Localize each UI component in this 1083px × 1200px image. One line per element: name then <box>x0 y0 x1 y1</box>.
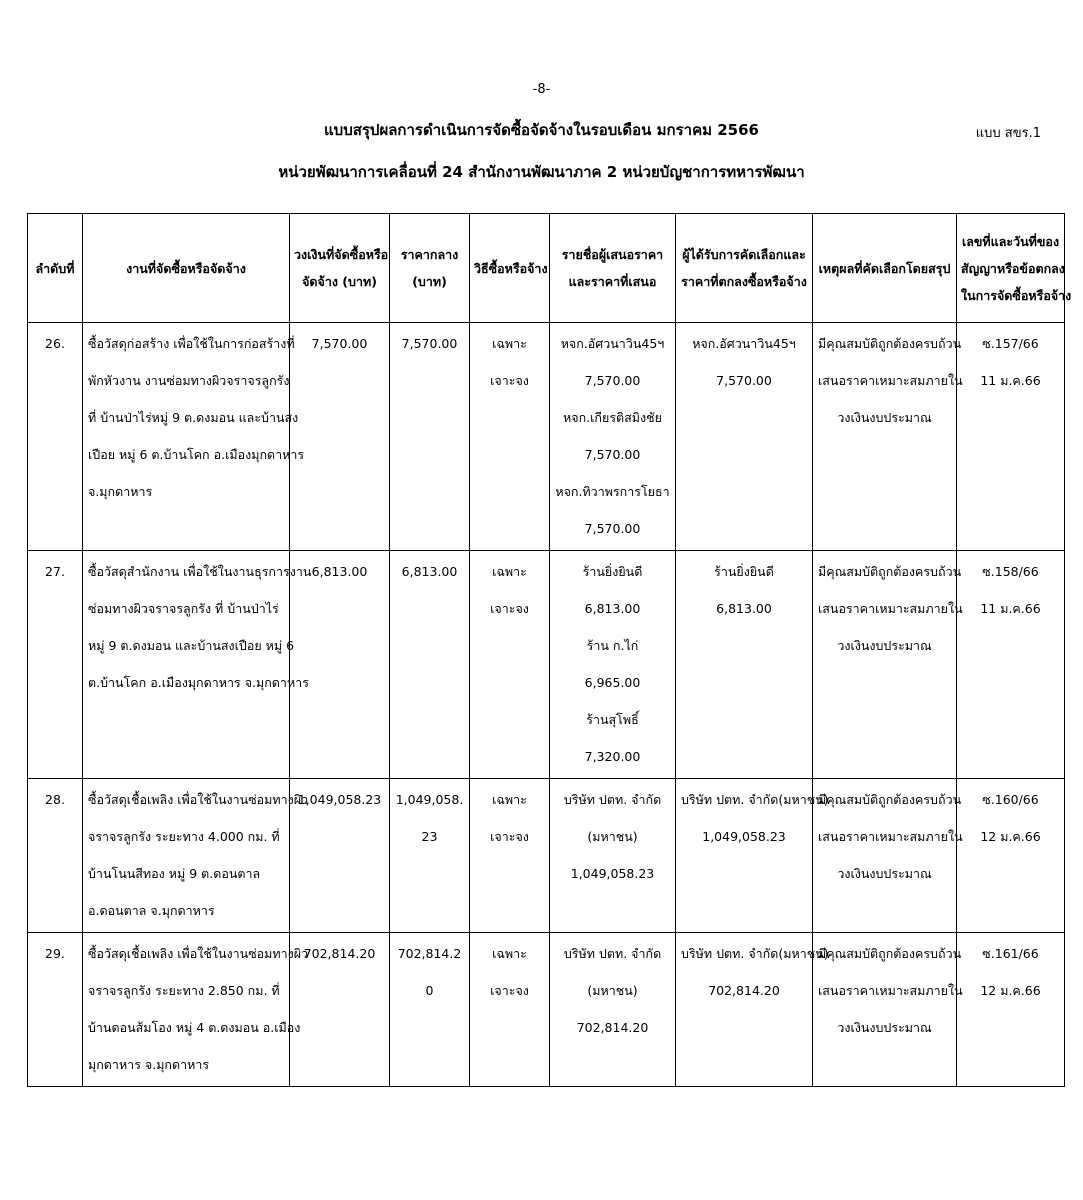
cell-line: มีคุณสมบัติถูกต้องครบถ้วน <box>818 946 962 961</box>
cell-line: ซื้อวัสดุเชื้อเพลิง เพื่อใช้ในงานซ่อมทางผิว <box>88 792 309 807</box>
cell-line: มีคุณสมบัติถูกต้องครบถ้วน <box>818 792 962 807</box>
cell-winner <box>676 779 829 933</box>
cell-method: เฉพาะเจาะจง <box>470 323 550 551</box>
cell-budget: 702,814.20 <box>290 933 390 1087</box>
cell-no: 29. <box>28 933 83 1087</box>
cell-line: 7,320.00 <box>584 749 641 764</box>
cell-reason <box>813 779 963 933</box>
cell-line: ซ.161/66 <box>982 946 1039 961</box>
cell-method: เฉพาะเจาะจง <box>470 933 550 1087</box>
report-subtitle: หน่วยพัฒนาการเคลื่อนที่ 24 สำนักงานพัฒนาภาค 2 หน่วยบัญชาการทหารพัฒนา <box>278 163 805 181</box>
cell-line: 6,813.00 <box>716 601 772 616</box>
cell-line: ร้านยิ่งยินดี <box>714 564 774 579</box>
cell-line: และราคาที่เสนอ <box>568 274 657 289</box>
cell-line: หจก.เกียรติสมิงชัย <box>563 410 662 425</box>
cell-line: มุกดาหาร จ.มุกดาหาร <box>88 1057 210 1072</box>
cell-line: ร้าน ก.ไก่ <box>586 638 639 653</box>
cell-line: ร้านยิ่งยินดี <box>582 564 643 579</box>
cell-bidders <box>550 551 676 779</box>
cell-line: 7,570.00 <box>584 521 641 536</box>
cell-item <box>83 323 305 551</box>
report-title: แบบสรุปผลการดำเนินการจัดซื้อจัดจ้างในรอบเดือน มกราคม 2566 <box>324 121 759 139</box>
cell-reason <box>813 933 963 1087</box>
cell-line: วงเงินงบประมาณ <box>837 1020 932 1035</box>
cell-line: ซ.157/66 <box>982 336 1039 351</box>
cell-line: ซื้อวัสดุสำนักงาน เพื่อใช้ในงานธุรการงาน <box>88 564 312 579</box>
cell-line: 6,813.00 <box>584 601 641 616</box>
cell-budget: 6,813.00 <box>290 551 390 779</box>
cell-method: เฉพาะเจาะจง <box>470 551 550 779</box>
cell-line: 1,049,058.23 <box>570 866 655 881</box>
cell-line: จราจรลูกรัง ระยะทาง 4.000 กม. ที่ <box>88 829 280 844</box>
cell-line: เสนอราคาเหมาะสมภายใน <box>818 983 963 998</box>
cell-line: 7,570.00 <box>584 447 641 462</box>
cell-contract <box>957 779 1065 933</box>
cell-bidders <box>550 779 676 933</box>
cell-line: หจก.อัศวนาวิน45ฯ <box>560 336 665 351</box>
cell-line: ผู้ได้รับการคัดเลือกและ <box>682 247 806 262</box>
cell-line: (มหาชน) <box>587 829 638 844</box>
cell-no: 26. <box>28 323 83 551</box>
cell-line: วงเงินงบประมาณ <box>837 638 932 653</box>
cell-line: เสนอราคาเหมาะสมภายใน <box>818 373 963 388</box>
table-row <box>28 323 1065 551</box>
cell-line: 7,570.00 <box>716 373 772 388</box>
cell-line: หจก.อัศวนาวิน45ฯ <box>692 336 796 351</box>
header-contract <box>957 214 1072 323</box>
cell-line: ซ.158/66 <box>982 564 1039 579</box>
cell-line: 12 ม.ค.66 <box>980 829 1041 844</box>
cell-line: (มหาชน) <box>587 983 638 998</box>
header-median-price <box>390 214 470 323</box>
cell-winner <box>676 551 813 779</box>
cell-budget: 7,570.00 <box>290 323 390 551</box>
cell-line: มีคุณสมบัติถูกต้องครบถ้วน <box>818 336 962 351</box>
page-number: -8- <box>532 82 551 97</box>
cell-line: 7,570.00 <box>584 373 641 388</box>
procurement-table <box>27 213 1072 1087</box>
cell-line: วงเงินงบประมาณ <box>837 410 932 425</box>
cell-line: ในการจัดซื้อหรือจ้าง <box>961 287 1072 303</box>
cell-bidders <box>550 933 676 1087</box>
table-header-row <box>28 214 1065 323</box>
cell-line: รายชื่อผู้เสนอราคา <box>561 247 664 262</box>
cell-median-price: 7,570.00 <box>390 323 470 551</box>
cell-contract <box>957 551 1065 779</box>
cell-line: วิธีซื้อหรือจ้าง <box>474 260 548 276</box>
cell-line: บริษัท ปตท. จำกัด(มหาชน) <box>681 792 829 807</box>
header-no <box>28 214 83 323</box>
cell-line: ลำดับที่ <box>35 260 75 276</box>
cell-line: (บาท) <box>412 274 447 289</box>
cell-line: ราคาที่ตกลงซื้อหรือจ้าง <box>681 274 807 289</box>
cell-line: ราคากลาง <box>400 247 459 262</box>
form-code: แบบ สขร.1 <box>975 126 1041 141</box>
cell-line: ต.บ้านโคก อ.เมืองมุกดาหาร จ.มุกดาหาร <box>88 675 309 690</box>
table-row <box>28 779 1065 933</box>
cell-line: จราจรลูกรัง ระยะทาง 2.850 กม. ที่ <box>88 983 280 998</box>
cell-line: ซ่อมทางผิวจราจรลูกรัง ที่ บ้านป่าไร่ <box>88 601 279 616</box>
cell-line: เสนอราคาเหมาะสมภายใน <box>818 829 963 844</box>
cell-item <box>83 551 312 779</box>
cell-reason <box>813 551 963 779</box>
cell-line: 11 ม.ค.66 <box>980 373 1041 388</box>
cell-item <box>83 933 309 1087</box>
cell-line: 11 ม.ค.66 <box>980 601 1041 616</box>
cell-line: งานที่จัดซื้อหรือจัดจ้าง <box>126 260 246 276</box>
cell-contract <box>957 933 1065 1087</box>
cell-line: บ้านดอนส้มโอง หมู่ 4 ต.ดงมอน อ.เมือง <box>88 1020 301 1035</box>
cell-line: วงเงินงบประมาณ <box>837 866 932 881</box>
header-item <box>83 214 290 323</box>
header-winner <box>676 214 813 323</box>
cell-method: เฉพาะเจาะจง <box>470 779 550 933</box>
table-row <box>28 933 1065 1087</box>
cell-line: เปือย หมู่ 6 ต.บ้านโคก อ.เมืองมุกดาหาร <box>88 447 305 462</box>
cell-line: 6,965.00 <box>584 675 641 690</box>
cell-line: ซื้อวัสดุก่อสร้าง เพื่อใช้ในการก่อสร้างที่ <box>88 336 295 351</box>
cell-line: 702,814.20 <box>576 1020 649 1035</box>
cell-contract <box>957 323 1065 551</box>
cell-item <box>83 779 309 933</box>
cell-line: สัญญาหรือข้อตกลง <box>961 260 1065 276</box>
cell-line: ที่ บ้านป่าไร่หมู่ 9 ต.ดงมอน และบ้านสง <box>88 410 299 425</box>
cell-line: ร้านสุโพธิ์ <box>586 712 639 727</box>
cell-line: บ้านโนนสีทอง หมู่ 9 ต.ดอนตาล <box>88 866 261 881</box>
cell-median-price: 702,814.20 <box>390 933 470 1087</box>
header-budget <box>290 214 390 323</box>
cell-line: บริษัท ปตท. จำกัด(มหาชน) <box>681 946 829 961</box>
cell-no: 27. <box>28 551 83 779</box>
cell-line: พักหัวงาน งานซ่อมทางผิวจราจรลูกรัง <box>88 373 290 388</box>
cell-line: จัดจ้าง (บาท) <box>302 274 377 289</box>
cell-line: 12 ม.ค.66 <box>980 983 1041 998</box>
cell-line: 1,049,058.23 <box>702 829 786 844</box>
cell-median-price: 1,049,058.23 <box>390 779 470 933</box>
table-row <box>28 551 1065 779</box>
header-bidders <box>550 214 676 323</box>
cell-line: หจก.ทิวาพรการโยธา <box>555 484 670 499</box>
cell-line: เหตุผลที่คัดเลือกโดยสรุป <box>818 260 951 276</box>
cell-line: จ.มุกดาหาร <box>88 484 153 499</box>
cell-line: 702,814.20 <box>708 983 780 998</box>
cell-line: มีคุณสมบัติถูกต้องครบถ้วน <box>818 564 962 579</box>
header-reason <box>813 214 957 323</box>
cell-line: ซื้อวัสดุเชื้อเพลิง เพื่อใช้ในงานซ่อมทางผิว <box>88 946 309 961</box>
header-method <box>470 214 550 323</box>
cell-no: 28. <box>28 779 83 933</box>
cell-winner <box>676 323 813 551</box>
cell-reason <box>813 323 963 551</box>
cell-bidders <box>550 323 676 551</box>
cell-line: บริษัท ปตท. จำกัด <box>563 792 662 807</box>
cell-line: บริษัท ปตท. จำกัด <box>563 946 662 961</box>
cell-winner <box>676 933 829 1087</box>
cell-line: ซ.160/66 <box>982 792 1039 807</box>
cell-line: อ.ดอนตาล จ.มุกดาหาร <box>88 903 215 918</box>
cell-line: เสนอราคาเหมาะสมภายใน <box>818 601 963 616</box>
cell-line: เลขที่และวันที่ของ <box>961 233 1060 249</box>
cell-budget: 1,049,058.23 <box>290 779 390 933</box>
cell-line: หมู่ 9 ต.ดงมอน และบ้านสงเปือย หมู่ 6 <box>88 638 295 653</box>
cell-line: วงเงินที่จัดซื้อหรือ <box>294 247 389 262</box>
cell-median-price: 6,813.00 <box>390 551 470 779</box>
